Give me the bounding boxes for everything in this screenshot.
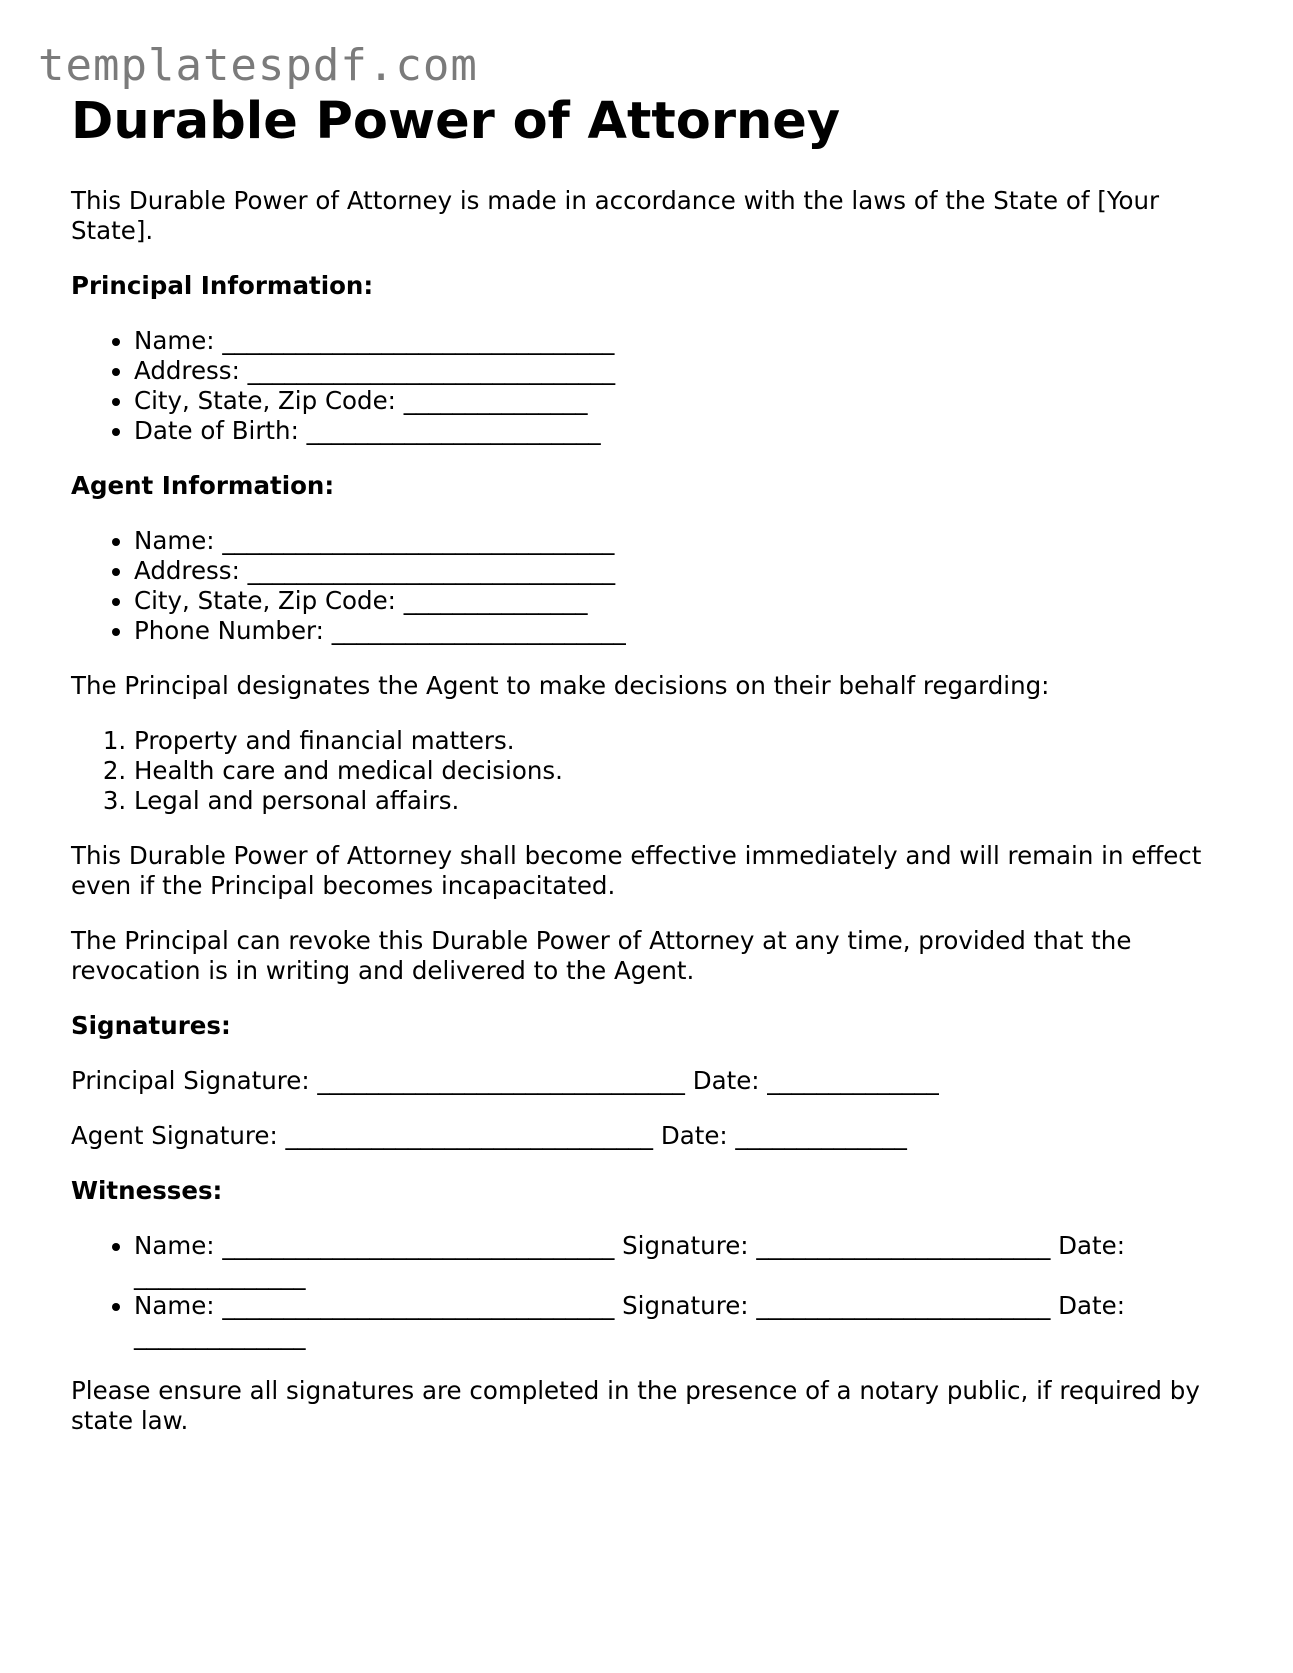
principal-info-heading: Principal Information: xyxy=(71,271,374,300)
principal-signature-line: Principal Signature: ______________________________ Date: ______________ xyxy=(71,1066,939,1095)
document-page xyxy=(71,84,1221,1436)
agent-signature-line: Agent Signature: ______________________________ Date: ______________ xyxy=(71,1121,907,1150)
designation-item: 2. Health care and medical decisions. xyxy=(134,756,1221,786)
notary-paragraph: Please ensure all signatures are completed in the presence of a notary public, if required by state law. xyxy=(71,1376,1200,1435)
revocation-paragraph: The Principal can revoke this Durable Power of Attorney at any time, provided that the revocation is in writing and delivered to the Agent. xyxy=(71,926,1132,985)
effective-paragraph: This Durable Power of Attorney shall become effective immediately and will remain in effect even if the Principal becomes incapacitated. xyxy=(71,841,1202,900)
principal-address-field: • Address: ______________________________ xyxy=(134,356,1221,386)
agent-city-state-zip-field: • City, State, Zip Code: _______________ xyxy=(134,586,1221,616)
document-title: Durable Power of Attorney xyxy=(71,92,841,151)
witness-2-line: • Name: ________________________________ Signature: ________________________ Date: ______________ xyxy=(134,1291,1221,1351)
witness-1-line: • Name: ________________________________ Signature: ________________________ Date: ______________ xyxy=(134,1231,1221,1291)
signatures-heading: Signatures: xyxy=(71,1011,231,1040)
watermark-logo: templatespdf.com xyxy=(38,40,478,91)
intro-paragraph: This Durable Power of Attorney is made in accordance with the laws of the State of [Your State]. xyxy=(71,186,1160,245)
agent-address-field: • Address: ______________________________ xyxy=(134,556,1221,586)
principal-info-list xyxy=(71,326,1221,446)
designation-item: 3. Legal and personal affairs. xyxy=(134,786,1221,816)
agent-info-list xyxy=(71,526,1221,646)
witnesses-list xyxy=(71,1231,1221,1351)
agent-phone-field: • Phone Number: ________________________ xyxy=(134,616,1221,646)
agent-name-field: • Name: ________________________________ xyxy=(134,526,1221,556)
agent-info-heading: Agent Information: xyxy=(71,471,335,500)
principal-name-field: • Name: ________________________________ xyxy=(134,326,1221,356)
designation-paragraph: The Principal designates the Agent to make decisions on their behalf regarding: xyxy=(71,671,1050,700)
principal-city-state-zip-field: • City, State, Zip Code: _______________ xyxy=(134,386,1221,416)
designation-item: 1. Property and financial matters. xyxy=(134,726,1221,756)
principal-dob-field: • Date of Birth: ________________________ xyxy=(134,416,1221,446)
witnesses-heading: Witnesses: xyxy=(71,1176,223,1205)
designation-list xyxy=(71,726,1221,816)
